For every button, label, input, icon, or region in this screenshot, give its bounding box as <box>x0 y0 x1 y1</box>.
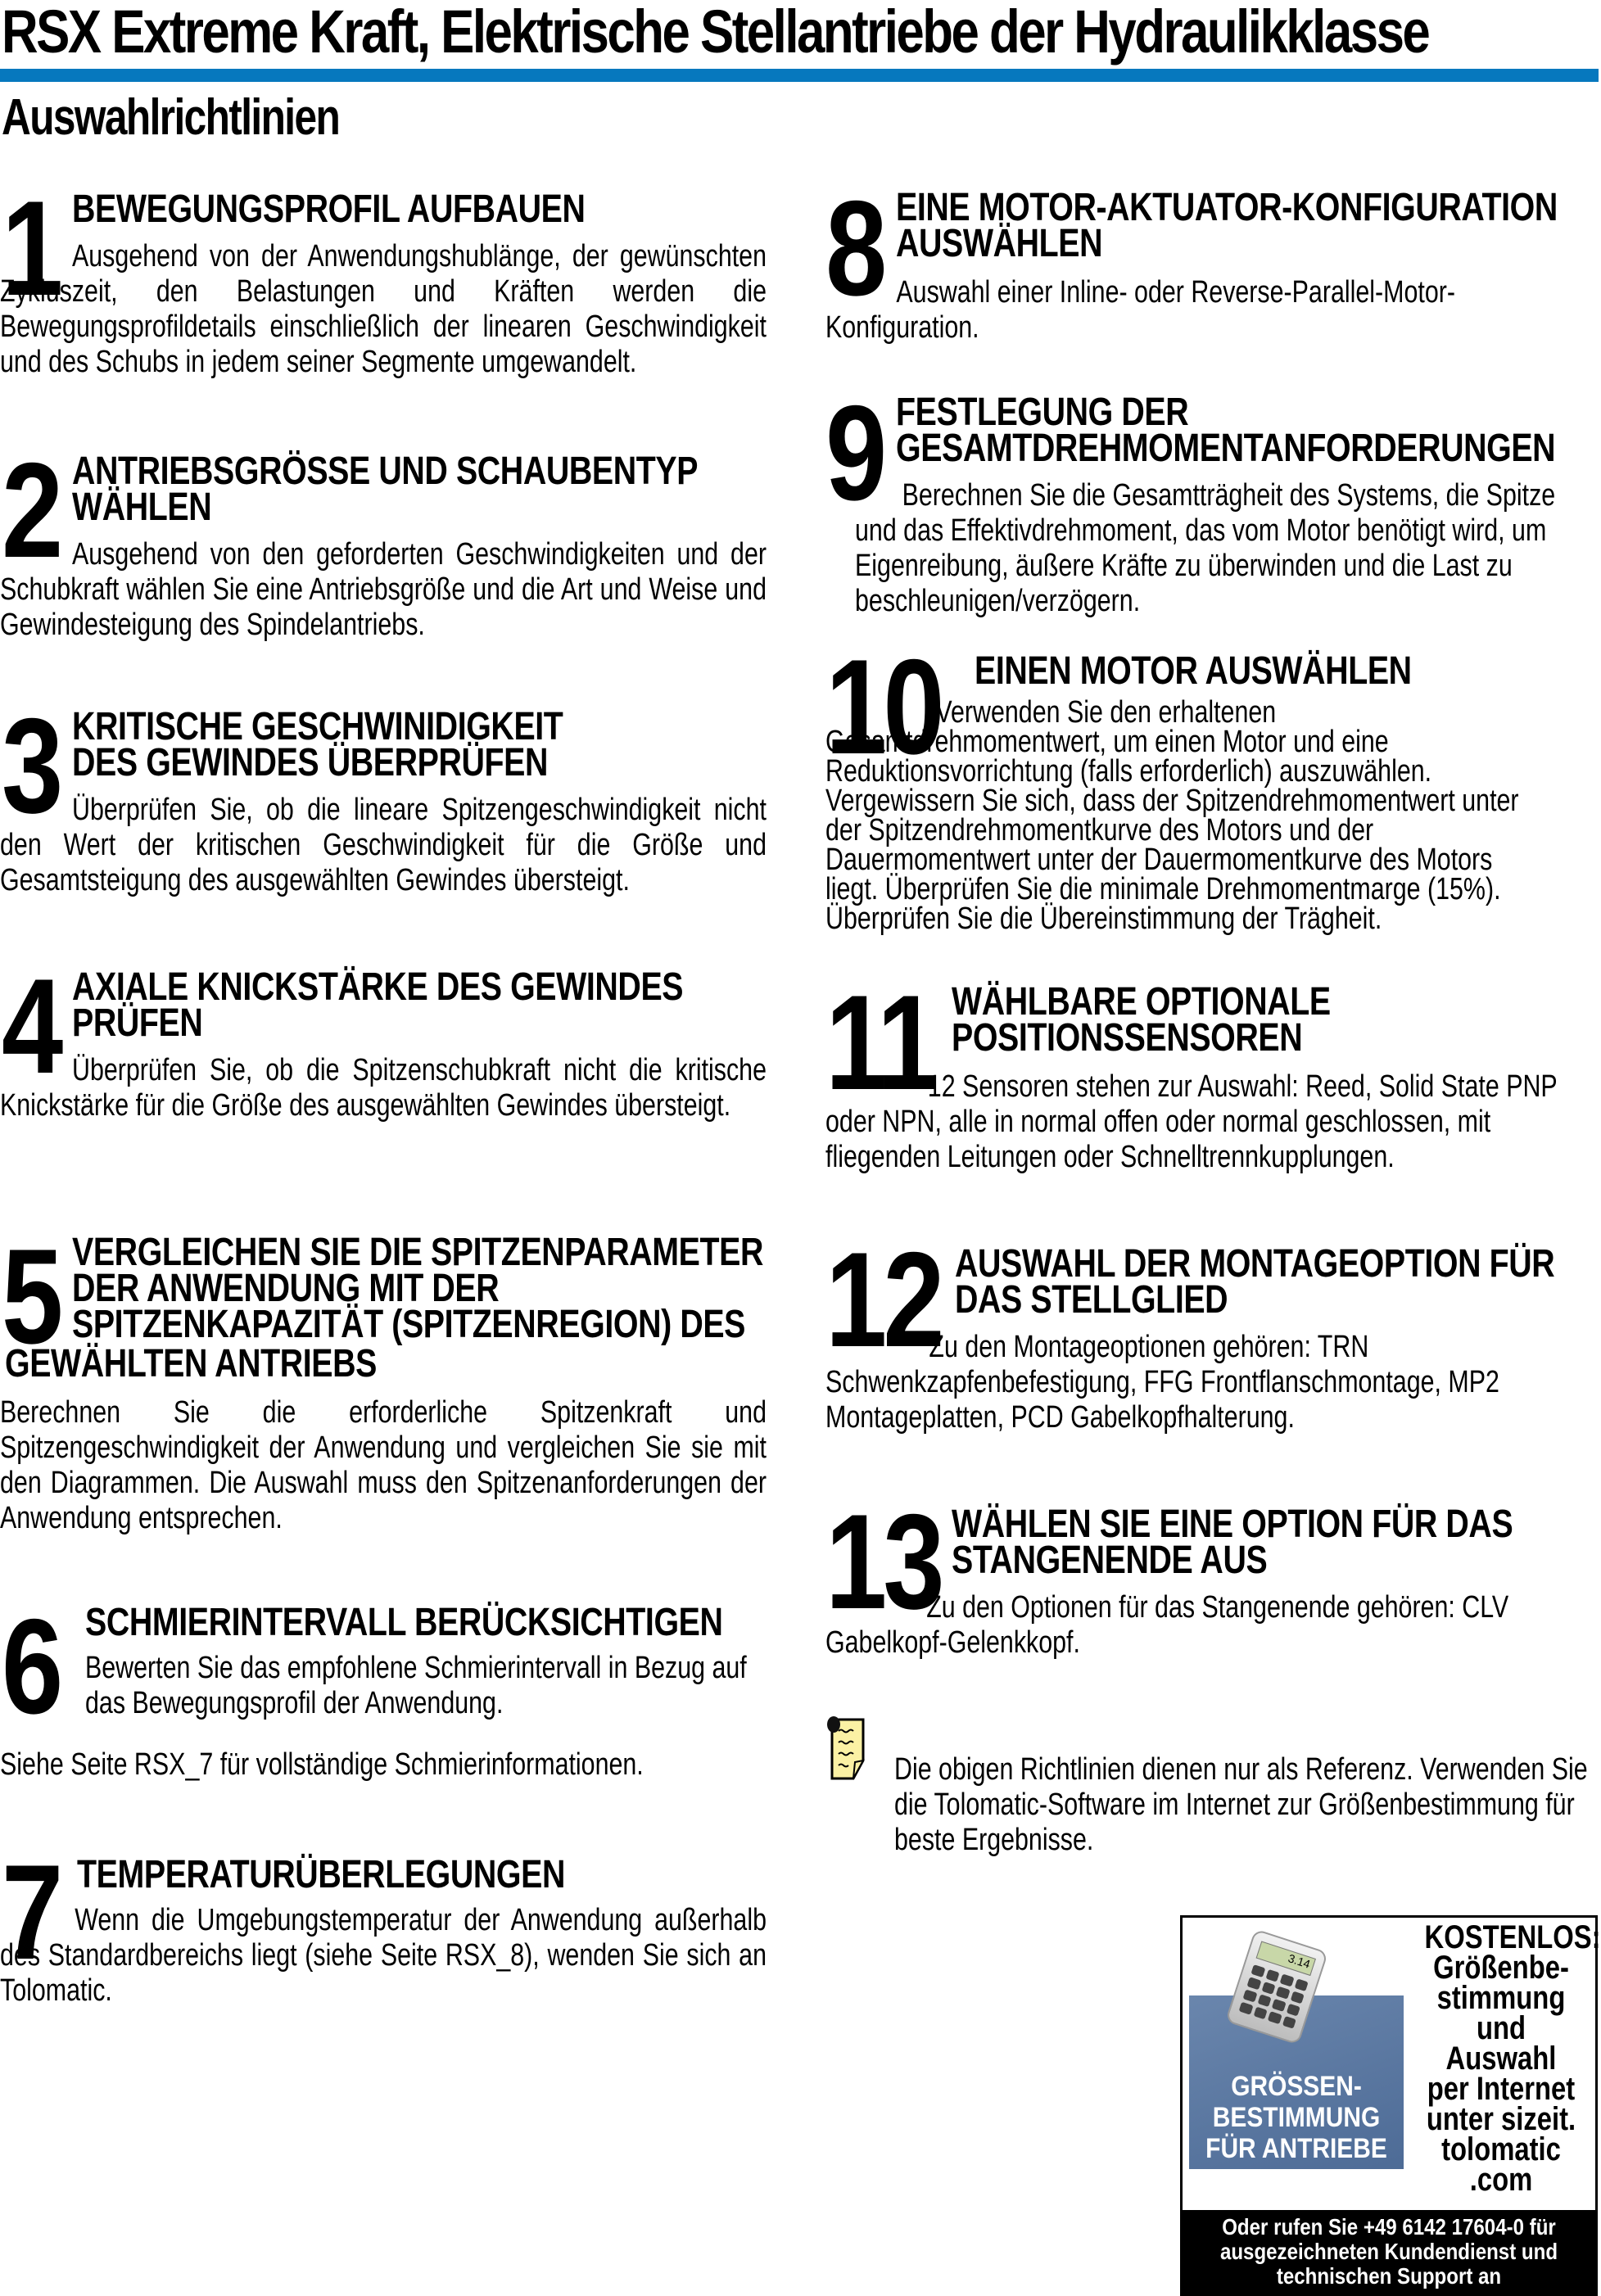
step-body: Auswahl einer Inline- oder Reverse-Parallel-Motor-Konfiguration. <box>825 275 1455 345</box>
sizing-image-caption: GRÖSSEN- BESTIMMUNG FÜR ANTRIEBE <box>1205 2071 1387 2164</box>
step-number: 13 <box>825 1486 941 1637</box>
sizing-advertisement[interactable] <box>1180 1915 1601 2296</box>
step-number: 12 <box>825 1224 941 1375</box>
step-heading-continued: GEWÄHLTEN ANTRIEBS <box>5 1342 377 1385</box>
step-heading: EINEN MOTOR AUSWÄHLEN <box>975 649 1412 693</box>
step-number: 3 <box>2 690 60 841</box>
step-heading: EINE MOTOR-AKTUATOR-KONFIGURATION AUSWÄHLEN <box>896 186 1558 265</box>
step-body: Überprüfen Sie, ob die lineare Spitzengeschwindigkeit nicht den Wert der kritischen Geschwindigkeit für die Größe und Gesamtsteigung des ausgewählten Gewindes übersteigt. <box>0 793 767 897</box>
step-number: 4 <box>2 951 60 1101</box>
step-number: 2 <box>2 435 60 585</box>
sizing-link[interactable]: unter sizeit. tolomatic .com <box>1426 2101 1576 2198</box>
step-body: Bewerten Sie das empfohlene Schmierintervall in Bezug auf das Bewegungsprofil der Anwendung. <box>85 1651 747 1720</box>
step-heading: SCHMIERINTERVALL BERÜCKSICHTIGEN <box>85 1601 723 1644</box>
step-number: 9 <box>825 377 884 528</box>
step-number: 11 <box>825 967 935 1118</box>
step-note: Siehe Seite RSX_7 für vollständige Schmierinformationen. <box>0 1747 644 1782</box>
note-icon <box>827 1715 878 1780</box>
step-number: 5 <box>2 1221 60 1372</box>
step-heading: AUSWAHL DER MONTAGEOPTION FÜR DAS STELLGLIED <box>955 1242 1555 1322</box>
step-heading: ANTRIEBSGRÖSSE UND SCHAUBENTYP WÄHLEN <box>72 450 699 529</box>
step-heading: WÄHLBARE OPTIONALE POSITIONSSENSOREN <box>952 980 1331 1060</box>
step-number: 8 <box>825 173 884 323</box>
step-body: Verwenden Sie den erhaltenen Gesamtdrehmomentwert, um einen Motor und eine Reduktionsvorrichtung (falls erforderlich) auszuwählen. Vergewissern Sie sich, dass der Spitzendrehmomentwert unter der Spitzendrehmomentkurve des Motors und der Dauermomentwert unter der Dauermomentkurve des Motors liegt. Überprüfen Sie die minimale Drehmomentmarge (15%). Überprüfen Sie die Übereinstimmung der Trägheit. <box>825 695 1519 936</box>
reference-note: Die obigen Richtlinien dienen nur als Referenz. Verwenden Sie die Tolomatic-Software im Internet zur Größenbestimmung für beste Ergebnisse. <box>894 1752 1588 1857</box>
contact-footer: Oder rufen Sie +49 6142 17604-0 für ausgezeichneten Kundendienst und technischen Support an <box>1183 2210 1595 2294</box>
step-body: Zu den Montageoptionen gehören: TRN Schwenkzapfenbefestigung, FFG Frontflanschmontage, MP2 Montageplatten, PCD Gabelkopfhalterung. <box>825 1330 1499 1435</box>
sizing-image[interactable] <box>1189 1951 1404 2169</box>
calculator-icon: 3.14 <box>1225 1928 1328 2045</box>
step-number: 1 <box>2 173 60 323</box>
step-heading: TEMPERATURÜBERLEGUNGEN <box>77 1853 565 1896</box>
step-body: Ausgehend von den geforderten Geschwindigkeiten und der Schubkraft wählen Sie eine Antriebsgröße und die Art und Weise und Gewindesteigung des Spindelantriebs. <box>0 537 767 642</box>
sizing-offer-text: KOSTENLOS: Größenbe- stimmung und Auswahl per Internet unter sizeit. tolomatic .com <box>1424 1919 1601 2198</box>
step-heading: KRITISCHE GESCHWINIDIGKEIT DES GEWINDES ÜBERPRÜFEN <box>72 705 563 784</box>
step-heading: BEWEGUNGSPROFIL AUFBAUEN <box>72 188 586 231</box>
step-body: Berechnen Sie die Gesamtträgheit des Systems, die Spitze und das Effektivdrehmoment, das vom Motor benötigt wird, um Eigenreibung, äußere Kräfte zu überwinden und die Last zu beschleunigen/verzögern. <box>855 478 1556 618</box>
title-accent-bar <box>0 69 1599 82</box>
step-heading: FESTLEGUNG DER GESAMTDREHMOMENTANFORDERUNGEN <box>896 391 1556 470</box>
step-number: 6 <box>2 1591 60 1742</box>
step-number: 10 <box>825 631 941 782</box>
step-heading: VERGLEICHEN SIE DIE SPITZENPARAMETER DER ANWENDUNG MIT DER SPITZENKAPAZITÄT (SPITZENREGION) DES <box>72 1231 763 1346</box>
step-number: 7 <box>2 1837 60 1987</box>
step-body: Berechnen Sie die erforderliche Spitzenkraft und Spitzengeschwindigkeit der Anwendung und vergleichen Sie sie mit den Diagrammen. Die Auswahl muss den Spitzenanforderungen der Anwendung entsprechen. <box>0 1395 767 1535</box>
step-body: Überprüfen Sie, ob die Spitzenschubkraft nicht die kritische Knickstärke für die Größe des ausgewählten Gewindes übersteigt. <box>0 1053 767 1123</box>
page-subtitle: Auswahlrichtlinien <box>2 89 340 146</box>
step-body: Wenn die Umgebungstemperatur der Anwendung außerhalb des Standardbereichs liegt (siehe Seite RSX_8), wenden Sie sich an Tolomatic. <box>0 1903 767 2008</box>
step-body: Ausgehend von der Anwendungshublänge, der gewünschten Zykluszeit, den Belastungen und Kräften werden die Bewegungsprofildetails einschließlich der linearen Geschwindigkeit und des Schubs in jedem seiner Segmente umgewandelt. <box>0 239 767 379</box>
step-body: Zu den Optionen für das Stangenende gehören: CLV Gabelkopf-Gelenkkopf. <box>825 1590 1509 1660</box>
step-heading: AXIALE KNICKSTÄRKE DES GEWINDES PRÜFEN <box>72 965 684 1045</box>
step-body: 12 Sensoren stehen zur Auswahl: Reed, Solid State PNP oder NPN, alle in normal offen oder normal geschlossen, mit fliegenden Leitungen oder Schnelltrennkupplungen. <box>825 1069 1558 1174</box>
page-title: RSX Extreme Kraft, Elektrische Stellantriebe der Hydraulikklasse <box>2 0 1429 66</box>
step-heading: WÄHLEN SIE EINE OPTION FÜR DAS STANGENENDE AUS <box>952 1503 1513 1582</box>
